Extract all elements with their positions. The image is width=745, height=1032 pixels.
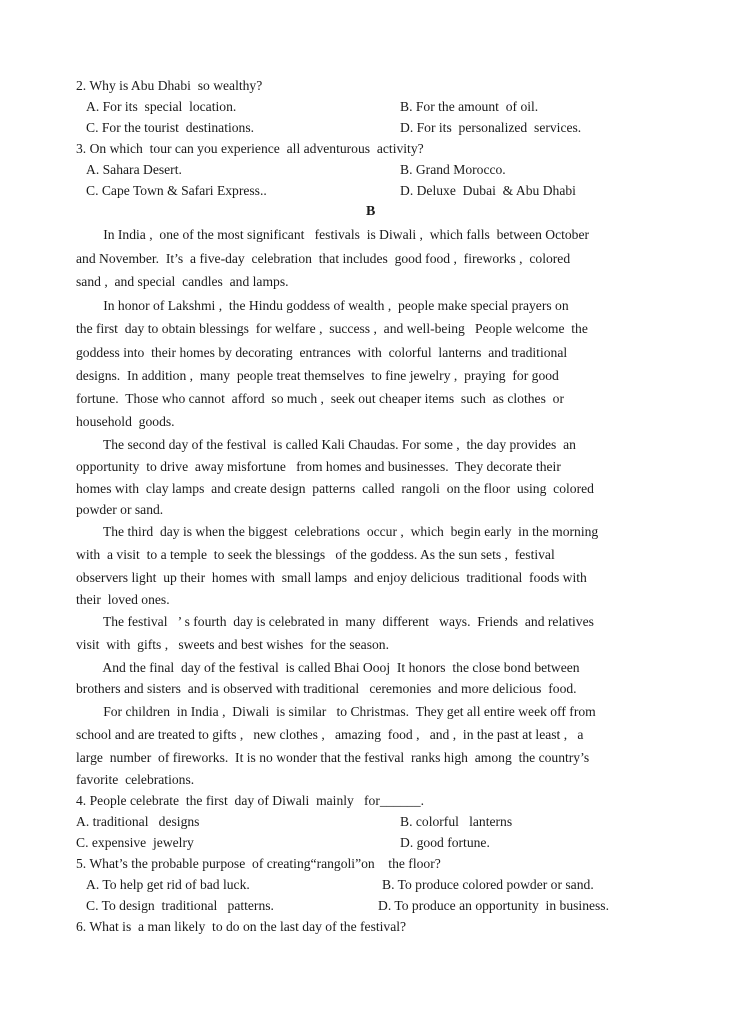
passage-line: visit with gifts , sweets and best wishes for the season. bbox=[76, 637, 389, 652]
passage-line: And the final day of the festival is called Bhai Oooj It honors the close bond between bbox=[76, 660, 580, 675]
question-4-option-a: A. traditional designs bbox=[76, 814, 200, 829]
passage-line: large number of fireworks. It is no wonder that the festival ranks high among the country’s bbox=[76, 750, 590, 765]
question-3-stem: 3. On which tour can you experience all adventurous activity? bbox=[76, 141, 424, 156]
question-4-option-d: D. good fortune. bbox=[400, 835, 490, 850]
passage-line: The second day of the festival is called Kali Chaudas. For some , the day provides an bbox=[76, 437, 576, 452]
question-2-stem: 2. Why is Abu Dhabi so wealthy? bbox=[76, 78, 263, 93]
passage-line: their loved ones. bbox=[76, 592, 170, 607]
question-3-option-b: B. Grand Morocco. bbox=[400, 162, 506, 177]
passage-line: goddess into their homes by decorating entrances with colorful lanterns and traditional bbox=[76, 345, 568, 360]
question-4-option-b: B. colorful lanterns bbox=[400, 814, 513, 829]
passage-line: In honor of Lakshmi , the Hindu goddess of wealth , people make special prayers on bbox=[76, 298, 569, 313]
passage-line: designs. In addition , many people treat themselves to fine jewelry , praying for good bbox=[76, 368, 559, 383]
section-b-heading: B bbox=[366, 204, 376, 219]
passage-line: The festival ’ s fourth day is celebrated in many different ways. Friends and relatives bbox=[76, 614, 594, 629]
passage-line: and November. It’s a five-day celebration that includes good food , fireworks , colored bbox=[76, 251, 571, 266]
question-5-stem: 5. What’s the probable purpose of creating“rangoli”on the floor? bbox=[76, 856, 441, 871]
question-5-option-a: A. To help get rid of bad luck. bbox=[86, 877, 250, 892]
passage-line: powder or sand. bbox=[76, 502, 164, 517]
question-5-option-c: C. To design traditional patterns. bbox=[86, 898, 274, 913]
question-2-option-a: A. For its special location. bbox=[86, 99, 237, 114]
question-2-option-d: D. For its personalized services. bbox=[400, 120, 582, 135]
question-3-option-a: A. Sahara Desert. bbox=[86, 162, 182, 177]
passage-line: For children in India , Diwali is similar to Christmas. They get all entire week off from bbox=[76, 704, 596, 719]
passage-line: opportunity to drive away misfortune from homes and businesses. They decorate their bbox=[76, 459, 561, 474]
question-2-option-b: B. For the amount of oil. bbox=[400, 99, 539, 114]
passage-line: fortune. Those who cannot afford so much , seek out cheaper items such as clothes or bbox=[76, 391, 564, 406]
passage-line: the first day to obtain blessings for welfare , success , and well-being People welcome the bbox=[76, 321, 588, 336]
question-5-option-b: B. To produce colored powder or sand. bbox=[382, 877, 594, 892]
question-4-stem: 4. People celebrate the first day of Diwali mainly for______. bbox=[76, 793, 425, 808]
passage-line: In India , one of the most significant festivals is Diwali , which falls between October bbox=[76, 227, 590, 242]
passage-line: The third day is when the biggest celebrations occur , which begin early in the morning bbox=[76, 524, 599, 539]
passage-line: brothers and sisters and is observed with traditional ceremonies and more delicious food. bbox=[76, 681, 577, 696]
passage-line: household goods. bbox=[76, 414, 175, 429]
passage-line: with a visit to a temple to seek the blessings of the goddess. As the sun sets , festival bbox=[76, 547, 555, 562]
passage-line: sand , and special candles and lamps. bbox=[76, 274, 289, 289]
question-3-option-c: C. Cape Town & Safari Express.. bbox=[86, 183, 267, 198]
question-5-option-d: D. To produce an opportunity in business. bbox=[378, 898, 610, 913]
question-3-option-d: D. Deluxe Dubai & Abu Dhabi bbox=[400, 183, 576, 198]
passage-line: observers light up their homes with small lamps and enjoy delicious traditional foods with bbox=[76, 570, 587, 585]
question-6-stem: 6. What is a man likely to do on the last day of the festival? bbox=[76, 919, 407, 934]
passage-line: favorite celebrations. bbox=[76, 772, 195, 787]
passage-line: school and are treated to gifts , new clothes , amazing food , and , in the past at least , a bbox=[76, 727, 584, 742]
passage-line: homes with clay lamps and create design patterns called rangoli on the floor using colored bbox=[76, 481, 594, 496]
question-2-option-c: C. For the tourist destinations. bbox=[86, 120, 255, 135]
question-4-option-c: C. expensive jewelry bbox=[76, 835, 194, 850]
